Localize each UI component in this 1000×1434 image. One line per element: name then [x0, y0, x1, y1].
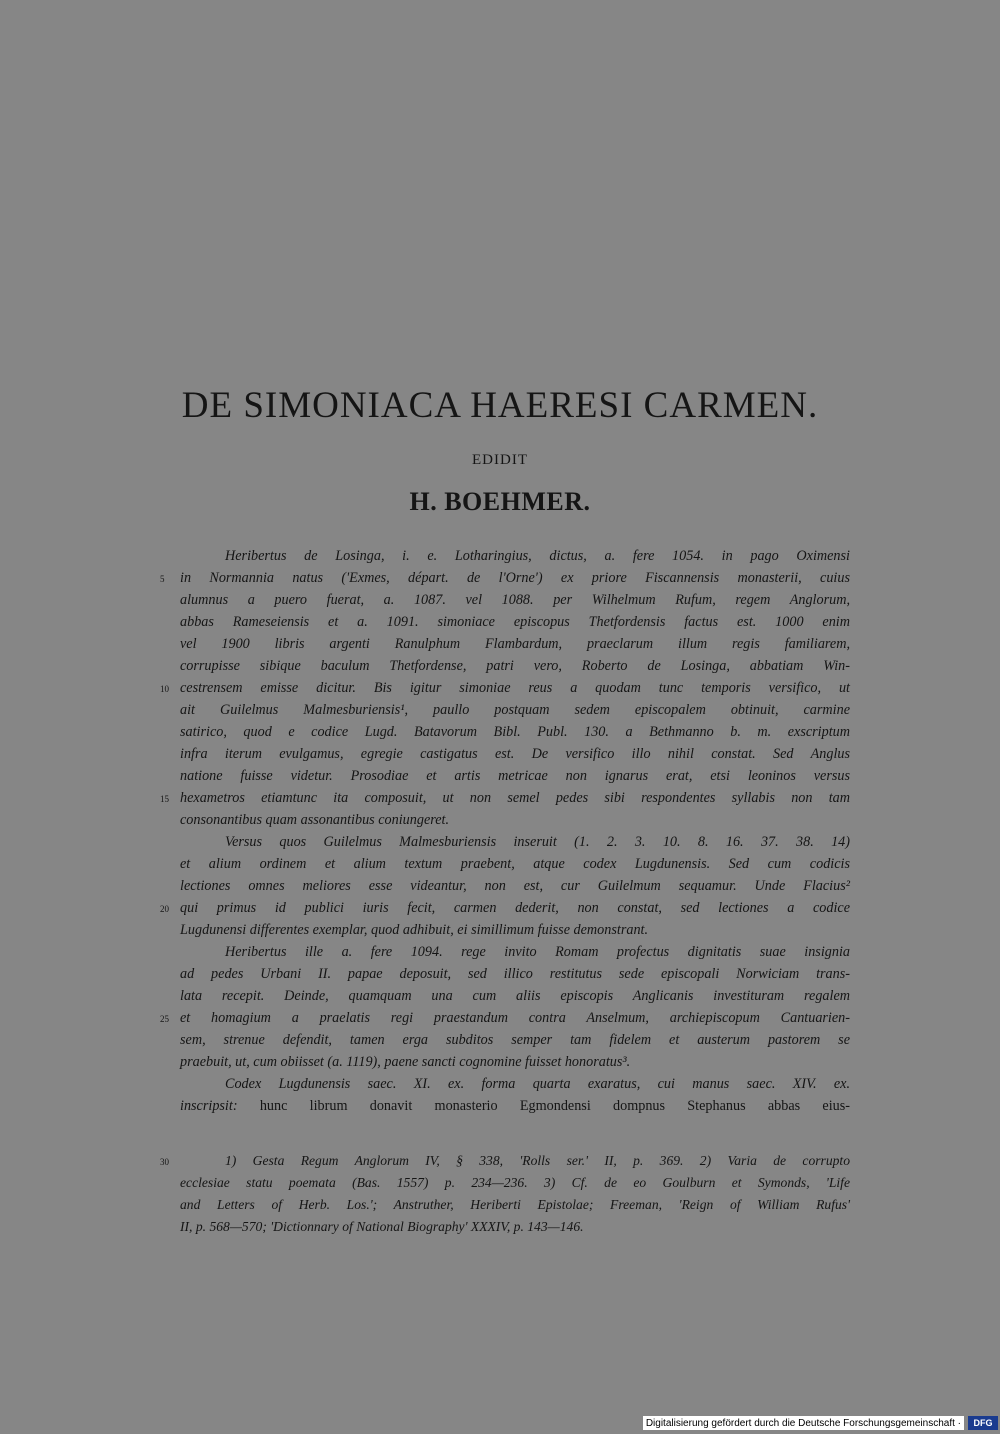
line-number: 15	[160, 794, 169, 804]
line-text: hexametros etiamtunc ita composuit, ut non semel pedes sibi respondentes syllabis non tam	[180, 790, 850, 806]
line-text: praebuit, ut, cum obiisset (a. 1119), paene sancti cognomine fuisset honoratus³.	[180, 1054, 631, 1070]
line-text: Heribertus de Losinga, i. e. Lotharingius, dictus, a. fere 1054. in pago Oximensi	[225, 548, 850, 564]
line-text: II, p. 568—570; 'Dictionnary of National Biography' XXXIV, p. 143—146.	[180, 1219, 584, 1234]
line-number: 20	[160, 904, 169, 914]
text-line: Codex Lugdunensis saec. XI. ex. forma quarta exaratus, cui manus saec. XIV. ex.	[225, 1076, 850, 1092]
italic-text: inscripsit:	[180, 1098, 238, 1114]
line-number: 5	[160, 574, 165, 584]
text-line	[180, 919, 850, 941]
line-text: natione fuisse videtur. Prosodiae et artis metricae non ignarus erat, etsi leoninos versus	[180, 768, 850, 784]
paragraph-3	[160, 941, 850, 1073]
line-number: 25	[160, 1014, 169, 1024]
line-text: ecclesiae statu poemata (Bas. 1557) p. 234—236. 3) Cf. de eo Goulburn et Symonds, 'Life	[180, 1175, 850, 1190]
text-line	[180, 589, 850, 611]
text-line	[180, 831, 850, 853]
text-line	[180, 633, 850, 655]
text-line	[180, 743, 850, 765]
text-line	[180, 611, 850, 633]
dfg-logo-icon: DFG	[968, 1416, 998, 1430]
text-line	[180, 765, 850, 787]
text-line	[180, 853, 850, 875]
line-text: satirico, quod e codice Lugd. Batavorum Bibl. Publ. 130. a Bethmanno b. m. exscriptum	[180, 724, 850, 740]
text-line	[180, 1172, 850, 1194]
line-text: Lugdunensi differentes exemplar, quod adhibuit, ei simillimum fuisse demonstrant.	[180, 922, 649, 938]
text-line	[180, 1051, 850, 1073]
paragraph-4	[180, 1073, 850, 1117]
line-text: sem, strenue defendit, tamen erga subditos semper tam fidelem et austerum pastorem se	[180, 1032, 850, 1048]
author-name: H. BOEHMER.	[409, 487, 591, 516]
digitization-credit: Digitalisierung gefördert durch die Deutsche Forschungsgemeinschaft ·	[643, 1416, 964, 1430]
line-number: 30	[160, 1157, 169, 1167]
line-text: et homagium a praelatis regi praestandum contra Anselmum, archiepiscopum Cantuarien-	[180, 1010, 850, 1026]
edidit-label: EDIDIT	[472, 452, 528, 468]
line-text: corrupisse sibique baculum Thetfordense, patri vero, Roberto de Losinga, abbatiam Win-	[180, 658, 850, 674]
text-line	[180, 963, 850, 985]
line-number: 10	[160, 684, 169, 694]
text-line	[180, 941, 850, 963]
text-line	[180, 1029, 850, 1051]
paragraph-2	[160, 831, 850, 941]
upright-text: hunc librum donavit monasterio Egmondensi dompnus Stephanus abbas eius-	[259, 1098, 851, 1114]
line-text: et alium ordinem et alium textum praebent, atque codex Lugdunensis. Sed cum codicis	[180, 856, 850, 872]
line-text: in Normannia natus ('Exmes, départ. de l'Orne') ex priore Fiscannensis monasterii, cuius	[180, 570, 850, 586]
text-line	[180, 699, 850, 721]
text-line	[160, 677, 850, 699]
line-text: lata recepit. Deinde, quamquam una cum aliis episcopis Anglicanis investituram regalem	[180, 988, 850, 1004]
line-text: ait Guilelmus Malmesburiensis¹, paullo postquam sedem episcopalem obtinuit, carmine	[180, 702, 850, 718]
line-text: 1) Gesta Regum Anglorum IV, § 338, 'Rolls ser.' II, p. 369. 2) Varia de corrupto	[225, 1153, 850, 1168]
text-line	[180, 545, 850, 567]
line-text: and Letters of Herb. Los.'; Anstruther, Heriberti Epistolae; Freeman, 'Reign of William Rufus'	[180, 1197, 850, 1212]
text-line	[180, 721, 850, 743]
line-text: Versus quos Guilelmus Malmesburiensis inseruit (1. 2. 3. 10. 8. 16. 37. 38. 14)	[225, 834, 850, 850]
text-line	[180, 1216, 850, 1238]
footnotes	[160, 1150, 850, 1238]
line-text: cestrensem emisse dicitur. Bis igitur simoniae reus a quodam tunc temporis versifico, ut	[180, 680, 850, 696]
page-title: DE SIMONIACA HAERESI CARMEN.	[181, 385, 819, 426]
text-line	[160, 1150, 850, 1172]
line-text: lectiones omnes meliores esse videantur, non est, cur Guilelmum sequamur. Unde Flacius²	[180, 878, 850, 894]
text-line	[160, 567, 850, 589]
text-line	[180, 655, 850, 677]
line-text: abbas Rameseiensis et a. 1091. simoniace episcopus Thetfordensis factus est. 1000 enim	[180, 614, 850, 630]
text-line	[180, 809, 850, 831]
text-line	[180, 875, 850, 897]
line-text: ad pedes Urbani II. papae deposuit, sed illico restitutus sede episcopali Norwiciam trans-	[180, 966, 850, 982]
line-text: infra iterum evulgamus, egregie castigatus est. De versifico illo nihil constat. Sed Anglus	[180, 746, 850, 762]
line-text: vel 1900 libris argenti Ranulphum Flambardum, praeclarum illum regis familiarem,	[180, 636, 850, 652]
line-text: alumnus a puero fuerat, a. 1087. vel 1088. per Wilhelmum Rufum, regem Anglorum,	[180, 592, 850, 608]
line-text: consonantibus quam assonantibus coniungeret.	[180, 812, 450, 828]
text-line	[180, 985, 850, 1007]
text-line	[180, 1194, 850, 1216]
text-line	[160, 897, 850, 919]
line-text: Heribertus ille a. fere 1094. rege invito Romam profectus dignitatis suae insignia	[225, 944, 850, 960]
paragraph-1	[160, 545, 850, 831]
text-line	[160, 787, 850, 809]
text-line	[160, 1007, 850, 1029]
text-line	[180, 1095, 850, 1117]
line-text: qui primus id publici iuris fecit, carmen dederit, non constat, sed lectiones a codice	[180, 900, 850, 916]
